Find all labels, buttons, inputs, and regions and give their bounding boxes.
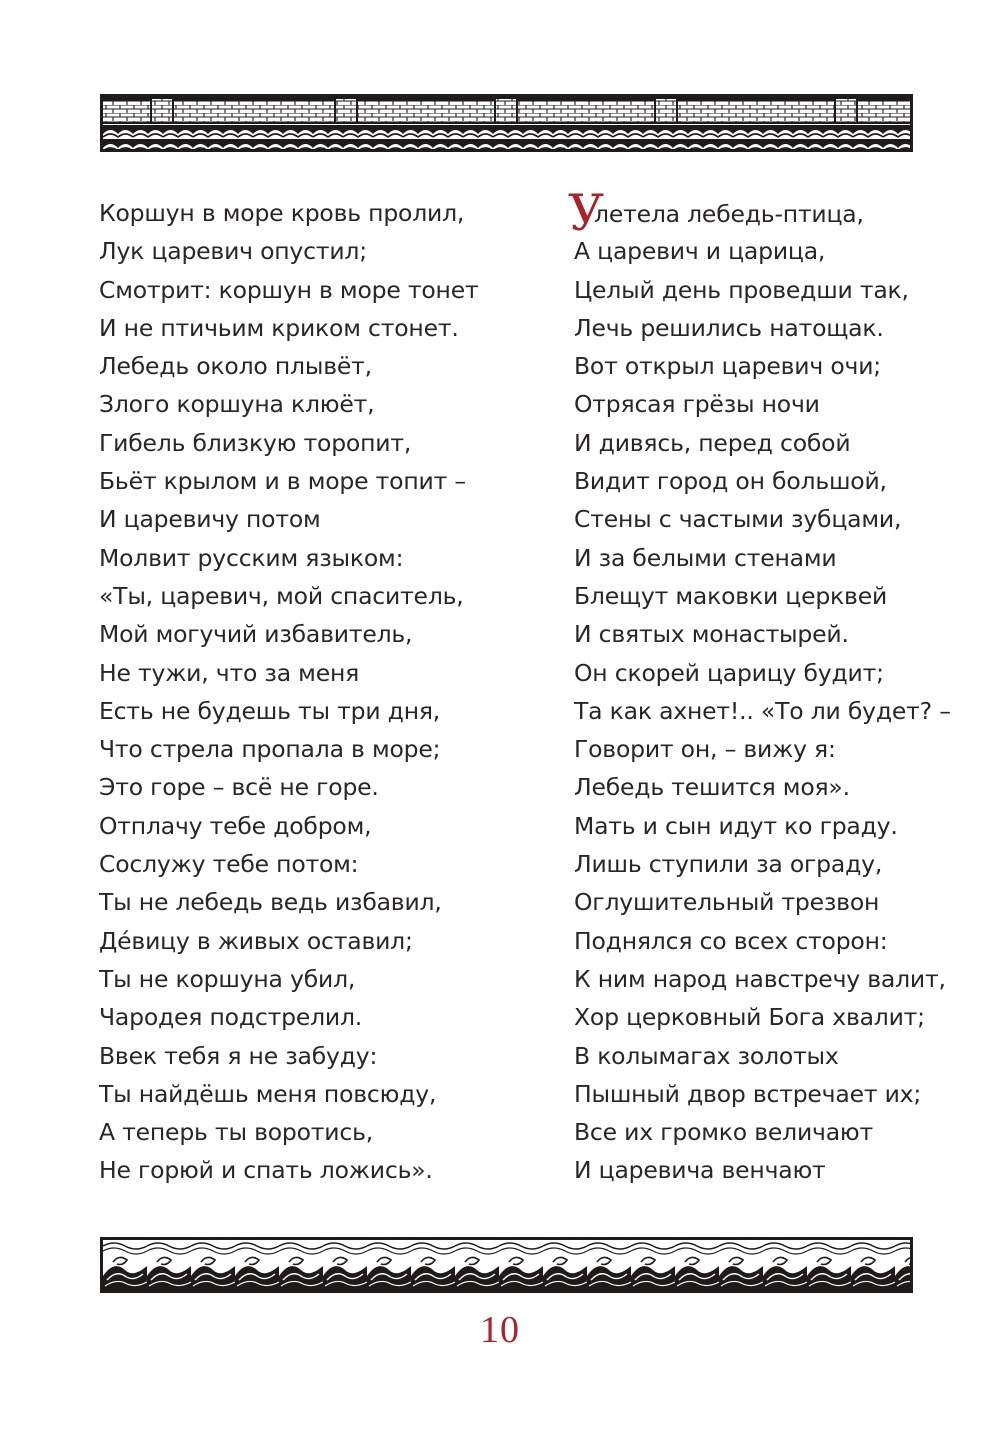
poem-line: Отплачу тебе добром, bbox=[99, 811, 372, 840]
poem-line: «Ты, царевич, мой спаситель, bbox=[99, 581, 464, 610]
poem-line: Пышный двор встречает их; bbox=[574, 1079, 922, 1108]
poem-line: Молвит русским языком: bbox=[99, 543, 404, 572]
poem-line: В колымагах золотых bbox=[574, 1041, 839, 1070]
poem-line: Хор церковный Бога хвалит; bbox=[574, 1003, 925, 1032]
wall-waves-ornament bbox=[103, 97, 910, 149]
poem-line: Коршун в море кровь пролил, bbox=[99, 199, 465, 227]
poem-line: Смотрит: коршун в море тонет bbox=[99, 275, 479, 304]
poem-line: К ним народ навстречу валит, bbox=[574, 964, 946, 993]
poem-line: Он скорей царицу будит; bbox=[574, 658, 884, 687]
poem-line: Ты найдёшь меня повсюду, bbox=[99, 1079, 437, 1108]
poem-line: Гибель близкую торопит, bbox=[99, 428, 412, 457]
poem-line: Бьёт крылом и в море топит – bbox=[99, 467, 466, 496]
poem-left-column bbox=[99, 194, 478, 1190]
poem-line: Лебедь тешится моя». bbox=[574, 773, 850, 802]
poem-line: Это горе – всё не горе. bbox=[99, 773, 379, 802]
poem-line: Сослужу тебе потом: bbox=[99, 850, 359, 879]
poem-line: Видит город он большой, bbox=[574, 467, 887, 496]
poem-line: Целый день проведши так, bbox=[574, 275, 909, 304]
poem-line: Лишь ступили за ограду, bbox=[574, 850, 883, 879]
poem-line: Все их громко величают bbox=[574, 1118, 873, 1147]
poem-line: Лечь решились натощак. bbox=[574, 313, 884, 342]
poem-line: Мой могучий избавитель, bbox=[99, 620, 413, 649]
poem-line: Чародея подстрелил. bbox=[99, 1003, 363, 1032]
poem-line: И за белыми стенами bbox=[574, 543, 837, 572]
poem-line: Говорит он, – вижу я: bbox=[574, 735, 836, 764]
poem-line: А царевич и царица, bbox=[574, 237, 826, 266]
poem-line: Лук царевич опустил; bbox=[99, 237, 367, 266]
poem-line: Не горюй и спать ложись». bbox=[99, 1156, 433, 1185]
poem-line: Мать и сын идут ко граду. bbox=[574, 811, 898, 840]
poem-line: Ты не лебедь ведь избавил, bbox=[99, 888, 442, 917]
poem-line: Злого коршуна клюёт, bbox=[99, 390, 375, 419]
waves-ornament bbox=[103, 1240, 910, 1290]
poem-line-first bbox=[568, 184, 951, 242]
ornament-bottom-border bbox=[100, 1237, 913, 1293]
poem-line: И дивясь, перед собой bbox=[574, 428, 851, 457]
poem-line: Есть не будешь ты три дня, bbox=[99, 696, 441, 725]
poem-line: Лебедь около плывёт, bbox=[99, 352, 372, 381]
poem-line: Не тужи, что за меня bbox=[99, 658, 360, 687]
poem-line: Дéвицу в живых оставил; bbox=[99, 926, 413, 955]
poem-line: Что стрела пропала в море; bbox=[99, 735, 441, 764]
poem-line: И царевича венчают bbox=[574, 1156, 826, 1185]
page-number: 10 bbox=[480, 1309, 520, 1351]
poem-line: Ввек тебя я не забуду: bbox=[99, 1041, 378, 1070]
poem-line: И святых монастырей. bbox=[574, 620, 849, 649]
poem-line: Стены с частыми зубцами, bbox=[574, 505, 902, 534]
poem-line: Вот открыл царевич очи; bbox=[574, 352, 881, 381]
drop-cap: У bbox=[568, 184, 604, 242]
poem-line: А теперь ты воротись, bbox=[99, 1118, 373, 1147]
poem-line: Та как ахнет!.. «То ли будет? – bbox=[574, 696, 951, 725]
poem-right-column bbox=[568, 184, 951, 1190]
poem-line-first-text: летела лебедь-птица, bbox=[594, 200, 864, 228]
poem-line: И царевичу потом bbox=[99, 505, 321, 534]
poem-line: Блещут маковки церквей bbox=[574, 581, 888, 610]
ornament-top-border bbox=[100, 94, 913, 152]
poem-line: И не птичьим криком стонет. bbox=[99, 313, 459, 342]
poem-line: Поднялся со всех сторон: bbox=[574, 926, 888, 955]
poem-line: Ты не коршуна убил, bbox=[99, 964, 356, 993]
poem-line: Оглушительный трезвон bbox=[574, 888, 880, 917]
poem-line: Отрясая грёзы ночи bbox=[574, 390, 820, 419]
